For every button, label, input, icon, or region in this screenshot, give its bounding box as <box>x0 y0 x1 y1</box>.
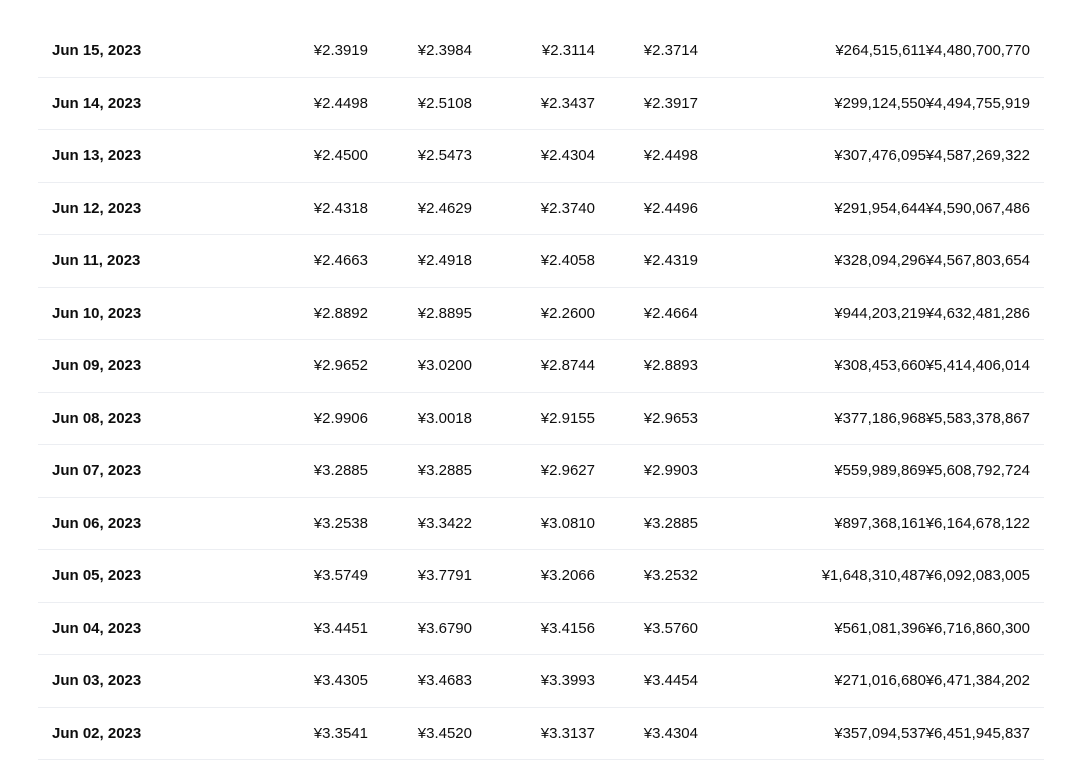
high-cell: ¥2.3984 <box>418 25 472 77</box>
high-cell: ¥3.7791 <box>418 550 472 602</box>
market-cap-cell: ¥6,471,384,202 <box>926 655 1030 707</box>
table-row <box>38 655 1044 708</box>
table-row <box>38 130 1044 183</box>
high-cell: ¥2.5108 <box>418 78 472 130</box>
volume-cell: ¥559,989,869 <box>834 445 926 497</box>
open-cell: ¥2.4663 <box>314 235 368 287</box>
high-cell: ¥3.0200 <box>418 340 472 392</box>
close-cell: ¥2.4319 <box>644 235 698 287</box>
close-cell: ¥2.4664 <box>644 288 698 340</box>
table-row <box>38 550 1044 603</box>
low-cell: ¥2.3114 <box>542 25 595 77</box>
low-cell: ¥2.4304 <box>541 130 595 182</box>
open-cell: ¥2.3919 <box>314 25 368 77</box>
volume-cell: ¥1,648,310,487 <box>822 550 926 602</box>
market-cap-cell: ¥6,164,678,122 <box>926 498 1030 550</box>
table-row <box>38 340 1044 393</box>
table-row <box>38 78 1044 131</box>
market-cap-cell: ¥4,567,803,654 <box>926 235 1030 287</box>
historical-data-table <box>38 25 1044 760</box>
volume-cell: ¥264,515,611 <box>835 25 926 77</box>
table-row <box>38 183 1044 236</box>
table-row <box>38 288 1044 341</box>
high-cell: ¥3.6790 <box>418 603 472 655</box>
volume-cell: ¥308,453,660 <box>834 340 926 392</box>
high-cell: ¥3.3422 <box>418 498 472 550</box>
date-cell: Jun 13, 2023 <box>52 130 141 182</box>
date-cell: Jun 03, 2023 <box>52 655 141 707</box>
low-cell: ¥3.3993 <box>541 655 595 707</box>
market-cap-cell: ¥4,590,067,486 <box>926 183 1030 235</box>
high-cell: ¥3.4520 <box>418 708 472 760</box>
market-cap-cell: ¥5,414,406,014 <box>926 340 1030 392</box>
close-cell: ¥2.9903 <box>644 445 698 497</box>
market-cap-cell: ¥5,583,378,867 <box>926 393 1030 445</box>
low-cell: ¥3.0810 <box>541 498 595 550</box>
date-cell: Jun 10, 2023 <box>52 288 141 340</box>
open-cell: ¥2.4318 <box>314 183 368 235</box>
low-cell: ¥2.4058 <box>541 235 595 287</box>
volume-cell: ¥897,368,161 <box>834 498 926 550</box>
date-cell: Jun 14, 2023 <box>52 78 141 130</box>
close-cell: ¥2.8893 <box>644 340 698 392</box>
date-cell: Jun 04, 2023 <box>52 603 141 655</box>
date-cell: Jun 08, 2023 <box>52 393 141 445</box>
market-cap-cell: ¥5,608,792,724 <box>926 445 1030 497</box>
low-cell: ¥2.3740 <box>541 183 595 235</box>
open-cell: ¥3.2885 <box>314 445 368 497</box>
date-cell: Jun 12, 2023 <box>52 183 141 235</box>
open-cell: ¥2.8892 <box>314 288 368 340</box>
close-cell: ¥2.4496 <box>644 183 698 235</box>
table-row <box>38 25 1044 78</box>
high-cell: ¥2.4629 <box>418 183 472 235</box>
date-cell: Jun 15, 2023 <box>52 25 141 77</box>
high-cell: ¥3.4683 <box>418 655 472 707</box>
low-cell: ¥2.9627 <box>541 445 595 497</box>
volume-cell: ¥299,124,550 <box>834 78 926 130</box>
close-cell: ¥2.3714 <box>644 25 698 77</box>
table-row <box>38 393 1044 446</box>
open-cell: ¥3.3541 <box>314 708 368 760</box>
volume-cell: ¥561,081,396 <box>834 603 926 655</box>
volume-cell: ¥357,094,537 <box>834 708 926 760</box>
open-cell: ¥3.4451 <box>314 603 368 655</box>
market-cap-cell: ¥4,587,269,322 <box>926 130 1030 182</box>
high-cell: ¥3.2885 <box>418 445 472 497</box>
close-cell: ¥2.9653 <box>644 393 698 445</box>
date-cell: Jun 09, 2023 <box>52 340 141 392</box>
table-row <box>38 235 1044 288</box>
close-cell: ¥3.4454 <box>644 655 698 707</box>
open-cell: ¥3.2538 <box>314 498 368 550</box>
market-cap-cell: ¥6,716,860,300 <box>926 603 1030 655</box>
close-cell: ¥3.2532 <box>644 550 698 602</box>
volume-cell: ¥271,016,680 <box>834 655 926 707</box>
low-cell: ¥3.3137 <box>541 708 595 760</box>
volume-cell: ¥307,476,095 <box>834 130 926 182</box>
close-cell: ¥3.2885 <box>644 498 698 550</box>
high-cell: ¥2.8895 <box>418 288 472 340</box>
close-cell: ¥3.4304 <box>644 708 698 760</box>
high-cell: ¥2.4918 <box>418 235 472 287</box>
low-cell: ¥2.2600 <box>541 288 595 340</box>
market-cap-cell: ¥4,632,481,286 <box>926 288 1030 340</box>
open-cell: ¥2.4498 <box>314 78 368 130</box>
market-cap-cell: ¥4,480,700,770 <box>926 25 1030 77</box>
low-cell: ¥2.8744 <box>541 340 595 392</box>
open-cell: ¥2.9652 <box>314 340 368 392</box>
high-cell: ¥2.5473 <box>418 130 472 182</box>
open-cell: ¥3.4305 <box>314 655 368 707</box>
low-cell: ¥3.2066 <box>541 550 595 602</box>
close-cell: ¥3.5760 <box>644 603 698 655</box>
high-cell: ¥3.0018 <box>418 393 472 445</box>
low-cell: ¥2.9155 <box>541 393 595 445</box>
open-cell: ¥2.4500 <box>314 130 368 182</box>
volume-cell: ¥377,186,968 <box>834 393 926 445</box>
date-cell: Jun 06, 2023 <box>52 498 141 550</box>
date-cell: Jun 07, 2023 <box>52 445 141 497</box>
date-cell: Jun 05, 2023 <box>52 550 141 602</box>
table-row <box>38 498 1044 551</box>
table-row <box>38 445 1044 498</box>
volume-cell: ¥291,954,644 <box>834 183 926 235</box>
low-cell: ¥3.4156 <box>541 603 595 655</box>
date-cell: Jun 02, 2023 <box>52 708 141 760</box>
table-row <box>38 708 1044 760</box>
close-cell: ¥2.4498 <box>644 130 698 182</box>
market-cap-cell: ¥6,092,083,005 <box>926 550 1030 602</box>
table-row <box>38 603 1044 656</box>
close-cell: ¥2.3917 <box>644 78 698 130</box>
volume-cell: ¥944,203,219 <box>834 288 926 340</box>
market-cap-cell: ¥4,494,755,919 <box>926 78 1030 130</box>
date-cell: Jun 11, 2023 <box>52 235 140 287</box>
volume-cell: ¥328,094,296 <box>834 235 926 287</box>
open-cell: ¥2.9906 <box>314 393 368 445</box>
market-cap-cell: ¥6,451,945,837 <box>926 708 1030 760</box>
open-cell: ¥3.5749 <box>314 550 368 602</box>
low-cell: ¥2.3437 <box>541 78 595 130</box>
